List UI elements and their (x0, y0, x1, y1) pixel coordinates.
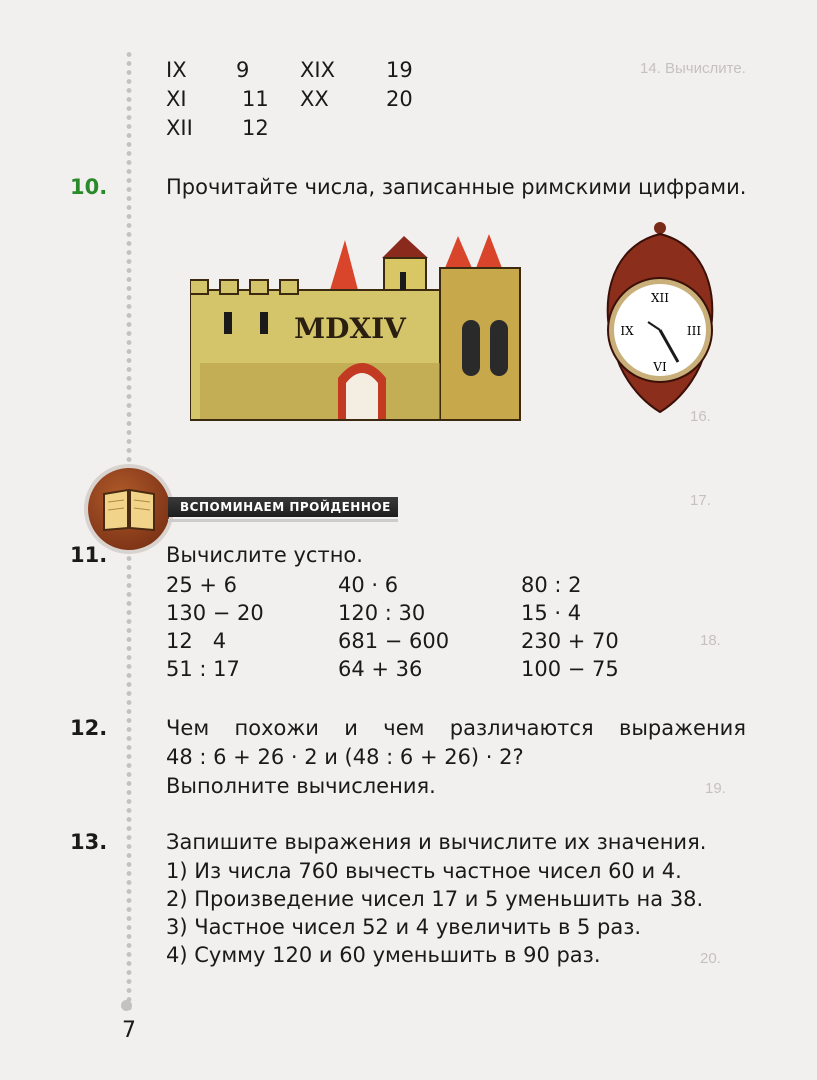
task-item: 2) Произведение чисел 17 и 5 уменьшить на 38. (166, 887, 704, 911)
task-word: выражения (618, 716, 746, 740)
task-text: Вычислите устно. (166, 543, 363, 567)
arabic-number: 12 (242, 116, 269, 140)
calc-expression: 130 − 20 (166, 601, 264, 625)
section-banner: ВСПОМИНАЕМ ПРОЙДЕННОЕ (168, 497, 398, 517)
task-text-justified (166, 716, 746, 740)
calc-expression: 12 4 (166, 629, 227, 653)
clock-numeral-3: III (686, 324, 702, 338)
calc-expression: 80 : 2 (521, 573, 582, 597)
task-word: различаются (449, 716, 594, 740)
task-item: 3) Частное чисел 52 и 4 увеличить в 5 раз. (166, 915, 642, 939)
task-item: 4) Сумму 120 и 60 уменьшить в 90 раз. (166, 943, 601, 967)
bleed-through-text: 18. (700, 632, 721, 649)
task-number: 10. (70, 175, 108, 199)
clock-illustration (590, 216, 730, 416)
calc-expression: 15 · 4 (521, 601, 582, 625)
task-instruction: Выполните вычисления. (166, 774, 436, 798)
calc-expression: 25 + 6 (166, 573, 238, 597)
bleed-through-text: 20. (700, 950, 721, 967)
task-word: чем (383, 716, 425, 740)
bleed-through-text: 19. (705, 780, 726, 797)
castle-inscription: MDXIV (294, 312, 406, 345)
task-word: и (344, 716, 358, 740)
task-number: 12. (70, 716, 108, 740)
task-number: 13. (70, 830, 108, 854)
calc-expression: 120 : 30 (338, 601, 426, 625)
clock-numeral-12: XII (650, 291, 670, 305)
calc-expression: 40 · 6 (338, 573, 399, 597)
roman-numeral: XII (166, 116, 193, 140)
margin-dot-end (121, 1000, 132, 1011)
bleed-through-text: 14. Вычислите. (640, 60, 746, 77)
task-word: Чем (166, 716, 210, 740)
calc-expression: 230 + 70 (521, 629, 619, 653)
bleed-through-text: 17. (690, 492, 711, 509)
roman-numeral: XIX (300, 58, 335, 82)
bleed-through-text: 16. (690, 408, 711, 425)
task-number: 11. (70, 543, 108, 567)
roman-numeral: XI (166, 87, 187, 111)
arabic-number: 9 (236, 58, 250, 82)
roman-numeral: XX (300, 87, 329, 111)
clock-numeral-9: IX (620, 324, 634, 338)
arabic-number: 11 (242, 87, 269, 111)
calc-expression: 100 − 75 (521, 657, 619, 681)
task-text: Запишите выражения и вычислите их значения. (166, 830, 707, 854)
task-item: 1) Из числа 760 вычесть частное чисел 60 и 4. (166, 859, 682, 883)
page-number: 7 (122, 1018, 136, 1043)
arabic-number: 20 (386, 87, 413, 111)
calc-expression: 681 − 600 (338, 629, 450, 653)
task-word: похожи (234, 716, 319, 740)
roman-numeral: IX (166, 58, 187, 82)
calc-expression: 64 + 36 (338, 657, 423, 681)
arabic-number: 19 (386, 58, 413, 82)
castle-illustration (190, 228, 530, 428)
task-text: Прочитайте числа, записанные римскими цифрами. (166, 175, 747, 199)
banner-underline (168, 519, 398, 522)
clock-numeral-6: VI (653, 360, 667, 374)
calc-expression: 51 : 17 (166, 657, 240, 681)
book-icon (88, 468, 170, 550)
task-expressions: 48 : 6 + 26 · 2 и (48 : 6 + 26) · 2? (166, 745, 524, 769)
